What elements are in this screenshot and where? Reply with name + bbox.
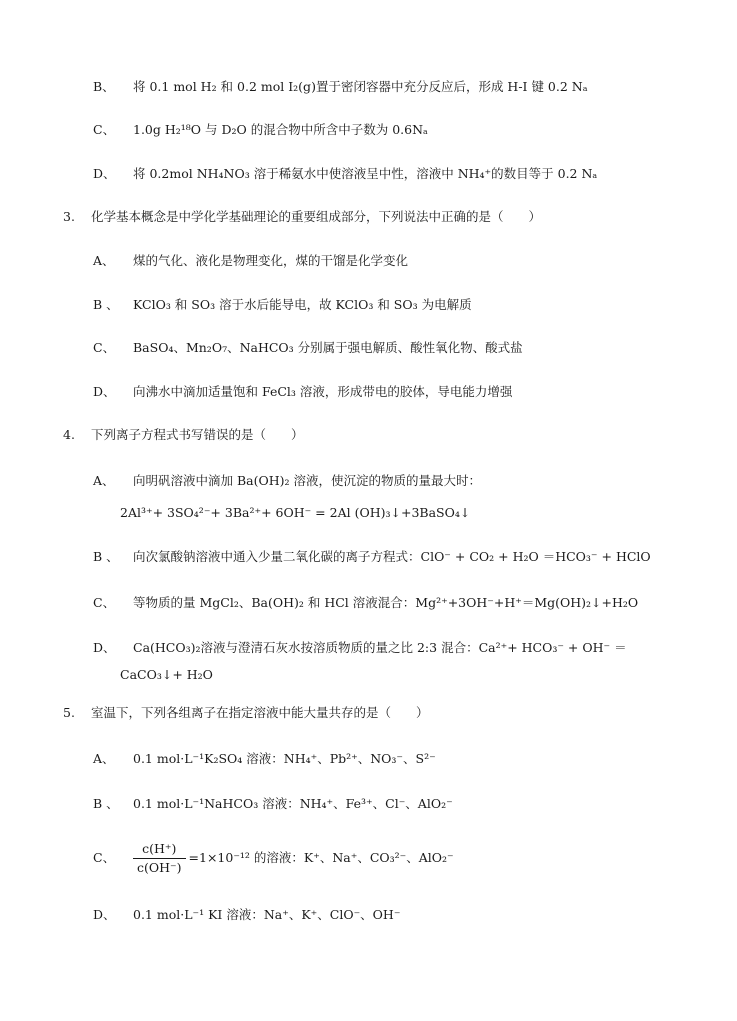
option-label: C、 <box>93 850 116 865</box>
option-label: D、 <box>93 166 116 181</box>
option-label: A、 <box>93 473 115 488</box>
option-text: 0.1 mol·L⁻¹ KI 溶液：Na⁺、K⁺、ClO⁻、OH⁻ <box>133 907 401 922</box>
question-number: 5. <box>63 705 75 720</box>
question-number: 3. <box>63 209 75 224</box>
question-number: 4. <box>63 427 75 442</box>
q3-option-a <box>93 252 408 270</box>
q2-option-c <box>93 121 428 139</box>
q2-option-d <box>93 165 597 183</box>
option-text: 向沸水中滴加适量饱和 FeCl₃ 溶液，形成带电的胶体，导电能力增强 <box>133 384 513 399</box>
option-text: 将 0.1 mol H₂ 和 0.2 mol I₂(g)置于密闭容器中充分反应后，形成 H-I 键 0.2 Nₐ <box>133 79 588 94</box>
question-4-stem <box>63 426 304 444</box>
option-text: 0.1 mol·L⁻¹K₂SO₄ 溶液：NH₄⁺、Pb²⁺、NO₃⁻、S²⁻ <box>133 751 436 766</box>
q4-option-d <box>93 639 627 657</box>
option-label: A、 <box>93 751 115 766</box>
question-text: 室温下，下列各组离子在指定溶液中能大量共存的是（ ） <box>91 705 429 720</box>
option-text: 向明矾溶液中滴加 Ba(OH)₂ 溶液，使沉淀的物质的量最大时： <box>133 473 481 488</box>
fraction-numerator: c(H⁺) <box>133 840 186 859</box>
option-label: D、 <box>93 384 116 399</box>
q3-option-d <box>93 383 512 401</box>
q4-option-c <box>93 594 638 612</box>
q5-option-b <box>93 795 453 813</box>
option-label: B、 <box>93 79 115 94</box>
option-text: 向次氯酸钠溶液中通入少量二氧化碳的离子方程式：ClO⁻ + CO₂ + H₂O ＝HCO₃⁻ + HClO <box>133 549 651 564</box>
option-label: C、 <box>93 340 116 355</box>
option-label: B 、 <box>93 549 119 564</box>
question-text: 化学基本概念是中学化学基础理论的重要组成部分，下列说法中正确的是（ ） <box>91 209 542 224</box>
option-text: Ca(HCO₃)₂溶液与澄清石灰水按溶质物质的量之比 2:3 混合：Ca²⁺+ HCO₃⁻ + OH⁻ ＝ <box>133 640 627 655</box>
option-label: C、 <box>93 122 116 137</box>
q2-option-b <box>93 78 588 96</box>
option-label: B 、 <box>93 297 119 312</box>
option-text: 将 0.2mol NH₄NO₃ 溶于稀氨水中使溶液呈中性，溶液中 NH₄⁺的数目等于 0.2 Nₐ <box>133 166 598 181</box>
q5-option-c <box>93 840 454 877</box>
option-label: A、 <box>93 253 115 268</box>
concentration-ratio-fraction <box>133 840 186 877</box>
q5-option-a <box>93 750 436 768</box>
q3-option-b <box>93 296 472 314</box>
option-text: 0.1 mol·L⁻¹NaHCO₃ 溶液：NH₄⁺、Fe³⁺、Cl⁻、AlO₂⁻ <box>133 796 453 811</box>
option-text: 1.0g H₂¹⁸O 与 D₂O 的混合物中所含中子数为 0.6Nₐ <box>133 122 428 137</box>
option-label: B 、 <box>93 796 119 811</box>
q4-option-d-continuation: CaCO₃↓+ H₂O <box>120 667 213 682</box>
question-3-stem <box>63 208 541 226</box>
option-text: 煤的气化、液化是物理变化，煤的干馏是化学变化 <box>133 253 409 268</box>
option-text: =1×10⁻¹² 的溶液：K⁺、Na⁺、CO₃²⁻、AlO₂⁻ <box>188 850 454 865</box>
fraction-denominator: c(OH⁻) <box>137 860 182 875</box>
q5-option-d <box>93 906 400 924</box>
option-label: D、 <box>93 640 116 655</box>
option-label: C、 <box>93 595 116 610</box>
question-text: 下列离子方程式书写错误的是（ ） <box>91 427 304 442</box>
option-text: BaSO₄、Mn₂O₇、NaHCO₃ 分别属于强电解质、酸性氧化物、酸式盐 <box>133 340 523 355</box>
q3-option-c <box>93 339 523 357</box>
q4-option-a <box>93 472 481 490</box>
q4-option-b <box>93 548 651 566</box>
option-text: KClO₃ 和 SO₃ 溶于水后能导电，故 KClO₃ 和 SO₃ 为电解质 <box>133 297 472 312</box>
question-5-stem <box>63 704 429 722</box>
q4-option-a-equation: 2Al³⁺+ 3SO₄²⁻+ 3Ba²⁺+ 6OH⁻ = 2Al (OH)₃↓+3BaSO₄↓ <box>120 505 471 520</box>
option-label: D、 <box>93 907 116 922</box>
option-text: 等物质的量 MgCl₂、Ba(OH)₂ 和 HCl 溶液混合：Mg²⁺+3OH⁻+H⁺＝Mg(OH)₂↓+H₂O <box>133 595 639 610</box>
